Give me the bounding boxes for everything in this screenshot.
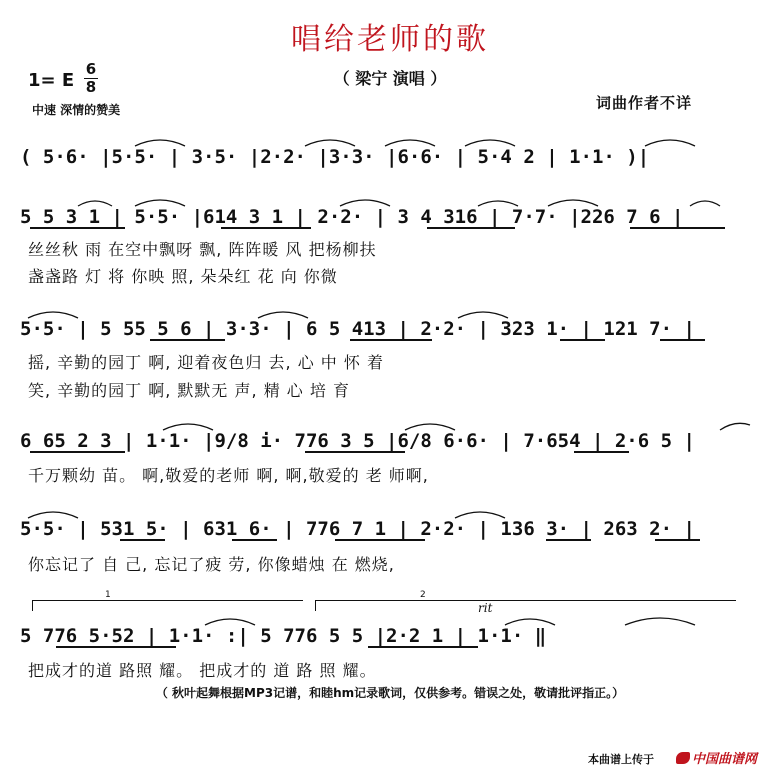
slur bbox=[505, 619, 555, 625]
slur bbox=[28, 512, 78, 518]
singer-credit: （ 梁宁 演唱 ） bbox=[333, 69, 447, 88]
transcription-note: （ 秋叶起舞根据MP3记谱，和睦hm记录歌词，仅供参考。错误之处，敬请批评指正。） bbox=[155, 686, 625, 700]
logo-icon bbox=[676, 752, 690, 764]
lyric-row-5: 你忘记了 自 己, 忘记了疲 劳, 你像蜡烛 在 燃烧, bbox=[28, 555, 395, 574]
lyric-row-3-verse-2: 笑, 辛勤的园丁 啊, 默默无 声, 精 心 培 育 bbox=[28, 381, 350, 400]
slur bbox=[305, 140, 355, 146]
slur bbox=[28, 312, 78, 318]
lyric-row-6: 把成才的道 路照 耀。 把成才的 道 路 照 耀。 bbox=[28, 661, 377, 680]
slur bbox=[340, 200, 390, 206]
slur bbox=[455, 512, 505, 518]
time-bottom: 8 bbox=[85, 78, 97, 96]
slur bbox=[625, 618, 695, 625]
notation-row-4: 6 65 2 3 | 1·1· |9/8 i· 776 3 5 |6/8 6·6· | 7·654 | 2·6 5 | bbox=[20, 430, 695, 452]
site-logo bbox=[676, 748, 757, 767]
slur bbox=[478, 201, 518, 206]
upload-credit: 本曲谱上传于 bbox=[588, 753, 654, 766]
notation-row-2: 5 5 3 1 | 5·5· |614 3 1 | 2·2· | 3 4 316 | 7·7· |226 7 6 | bbox=[20, 206, 684, 228]
slur bbox=[258, 312, 308, 318]
slur bbox=[405, 424, 455, 430]
key-signature: 1= E bbox=[28, 70, 75, 91]
tempo-marking: 中速 深情的赞美 bbox=[32, 103, 121, 117]
notation-row-3: 5·5· | 5 55 5 6 | 3·3· | 6 5 413 | 2·2· | 323 1· | 121 7· | bbox=[20, 318, 695, 340]
logo-text: 中国曲谱网 bbox=[692, 752, 758, 767]
volta-1-number: 1 bbox=[105, 590, 111, 600]
slur bbox=[385, 140, 435, 146]
slur bbox=[135, 200, 185, 206]
time-top: 6 bbox=[85, 60, 97, 78]
slur bbox=[720, 423, 750, 430]
slur bbox=[465, 140, 515, 146]
lyric-row-2-verse-1: 丝丝秋 雨 在空中飘呀 飘, 阵阵暖 风 把杨柳扶 bbox=[28, 240, 377, 259]
volta-2-number: 2 bbox=[420, 590, 426, 600]
notation-row-6: 5 776 5·52 | 1·1· :| 5 776 5 5 |2·2 1 | 1·1· ‖ bbox=[20, 625, 547, 647]
notation-row-1: ( 5·6· |5·5· | 3·5· |2·2· |3·3· |6·6· | 5·4 2 | 1·1· )| bbox=[20, 146, 650, 168]
slur bbox=[78, 201, 112, 206]
song-title: 唱给老师的歌 bbox=[291, 22, 489, 57]
ritardando-marking: rit bbox=[478, 601, 493, 615]
lyric-row-2-verse-2: 盏盏路 灯 将 你映 照, 朵朵红 花 向 你微 bbox=[28, 267, 338, 286]
slur bbox=[163, 424, 213, 430]
lyric-row-4: 千万颗幼 苗。 啊,敬爱的老师 啊, 啊,敬爱的 老 师啊, bbox=[28, 466, 429, 485]
composer-credit: 词曲作者不详 bbox=[596, 94, 693, 112]
slur bbox=[205, 619, 255, 625]
slur bbox=[135, 140, 185, 146]
slur bbox=[645, 140, 695, 146]
slur bbox=[548, 200, 598, 206]
slur bbox=[690, 201, 720, 206]
lyric-row-3-verse-1: 摇, 辛勤的园丁 啊, 迎着夜色归 去, 心 中 怀 着 bbox=[28, 353, 384, 372]
slur bbox=[458, 312, 508, 318]
notation-row-5: 5·5· | 531 5· | 631 6· | 776 7 1 | 2·2· | 136 3· | 263 2· | bbox=[20, 518, 695, 540]
